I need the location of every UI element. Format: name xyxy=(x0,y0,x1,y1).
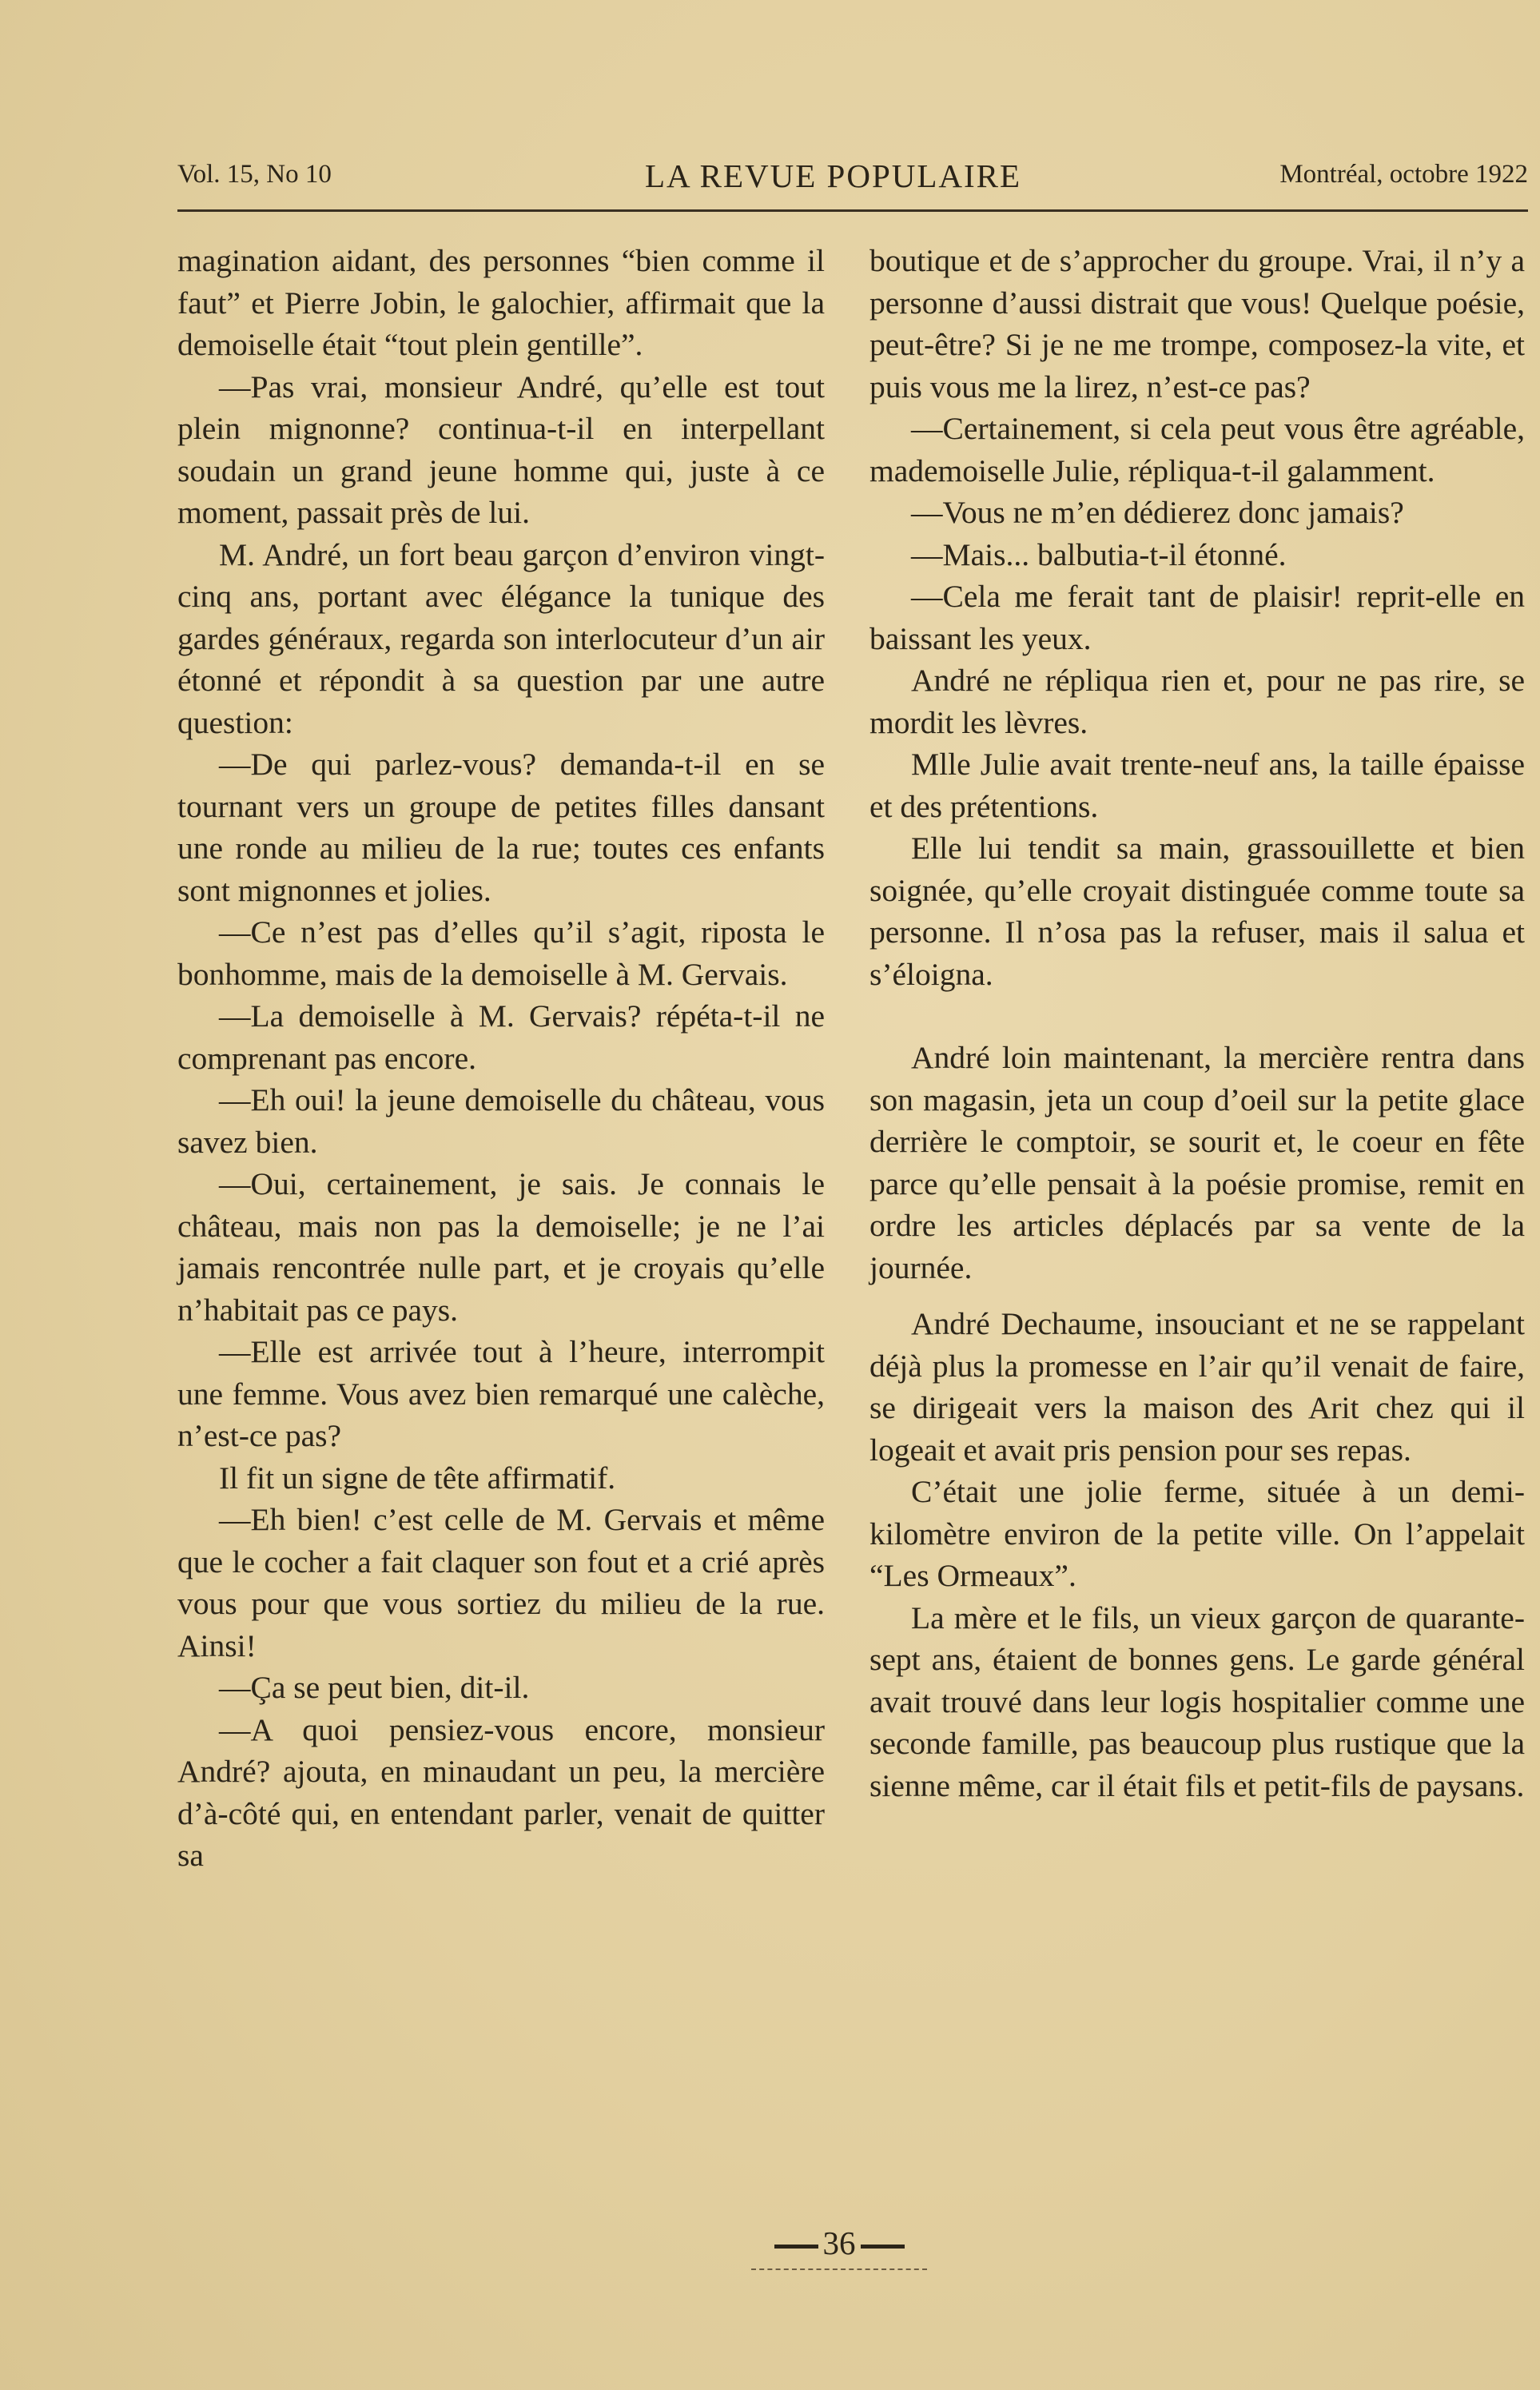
magazine-title: LA REVUE POPULAIRE xyxy=(645,157,1022,194)
paragraph: C’était une jolie ferme, située à un demi-kilomètre environ de la petite ville. On l’appelait “Les Ormeaux”. xyxy=(869,1474,1525,1593)
paragraph: Il fit un signe de tête affirmatif. xyxy=(219,1460,616,1496)
page-number: 36 xyxy=(822,2225,856,2261)
paragraph: André ne répliqua rien et, pour ne pas rire, se mordit les lèvres. xyxy=(869,663,1525,740)
paragraph: magination aidant, des personnes “bien comme il faut” et Pierre Jobin, le galochier, affirmait que la demoiselle était “tout plein gentille”. xyxy=(177,243,825,362)
paragraph: —La demoiselle à M. Gervais? répéta-t-il ne comprenant pas encore. xyxy=(177,998,825,1076)
paragraph: —Mais... balbutia-t-il étonné. xyxy=(911,536,1287,572)
paragraph: —Eh bien! c’est celle de M. Gervais et même que le cocher a fait claquer son fout et a crié après vous pour que vous sortiez du milieu de la rue. Ainsi! xyxy=(177,1502,825,1663)
paragraph: Elle lui tendit sa main, grassouillette et bien soignée, qu’elle croyait distinguée comme toute sa personne. Il n’osa pas la refuser, mais il salua et s’éloigna. xyxy=(869,831,1525,992)
dashed-underline xyxy=(751,2269,927,2270)
paragraph: —Ça se peut bien, dit-il. xyxy=(219,1670,530,1705)
paragraph: —Elle est arrivée tout à l’heure, interrompit une femme. Vous avez bien remarqué une calèche, n’est-ce pas? xyxy=(177,1334,825,1453)
running-header xyxy=(177,153,1528,201)
paragraph: —Certainement, si cela peut vous être agréable, mademoiselle Julie, répliqua-t-il galamment. xyxy=(869,411,1525,488)
paragraph: —A quoi pensiez-vous encore, monsieur André? ajouta, en minaudant un peu, la mercière d’à-côté qui, en entendant parler, venait de quitter sa xyxy=(177,1711,825,1873)
right-column xyxy=(869,240,1525,1806)
paragraph: André loin maintenant, la mercière rentra dans son magasin, jeta un coup d’oeil sur la petite glace derrière le comptoir, se sourit et, le coeur en fête parce qu’elle pensait à la poésie promise, remit en ordre les articles déplacés par sa vente de la journée. xyxy=(869,1040,1525,1285)
paragraph: boutique et de s’approcher du groupe. Vrai, il n’y a personne d’aussi distrait que vous! Quelque poésie, peut-être? Si je ne me trompe, composez-la vite, et puis vous me la lirez, n’est-ce pas? xyxy=(869,243,1525,404)
dash-ornament xyxy=(861,2245,905,2249)
paragraph: —Ce n’est pas d’elles qu’il s’agit, riposta le bonhomme, mais de la demoiselle à M. Gervais. xyxy=(177,914,825,992)
volume-issue: Vol. 15, No 10 xyxy=(177,160,332,189)
left-column xyxy=(177,240,825,1877)
paragraph: André Dechaume, insouciant et ne se rappelant déjà plus la promesse en l’air qu’il venait de faire, se dirigeait vers la maison des Arit chez qui il logeait et avait pris pension pour ses repas. xyxy=(869,1306,1525,1468)
paragraph: —Oui, certainement, je sais. Je connais le château, mais non pas la demoiselle; je ne l’ai jamais rencontrée nulle part, et je croyais qu’elle n’habitait pas ce pays. xyxy=(177,1166,825,1328)
page-number-block xyxy=(743,2224,935,2272)
paragraph: —De qui parlez-vous? demanda-t-il en se tournant vers un groupe de petites filles dansant une ronde au milieu de la rue; toutes ces enfants sont mignonnes et jolies. xyxy=(177,747,825,908)
paragraph: M. André, un fort beau garçon d’environ vingt-cinq ans, portant avec élégance la tunique des gardes généraux, regarda son interlocuteur d’un air étonné et répondit à sa question par une autre question: xyxy=(177,536,825,740)
dash-ornament xyxy=(774,2245,818,2249)
paragraph: —Cela me ferait tant de plaisir! reprit-elle en baissant les yeux. xyxy=(869,579,1525,656)
paragraph: La mère et le fils, un vieux garçon de quarante-sept ans, étaient de bonnes gens. Le garde général avait trouvé dans leur logis hospitalier comme une seconde famille, pas beaucoup plus rustique que la sienne même, car il était fils et petit-fils de paysans. xyxy=(869,1599,1525,1803)
paragraph: —Pas vrai, monsieur André, qu’elle est tout plein mignonne? continua-t-il en interpellant soudain un grand jeune homme qui, juste à ce moment, passait près de lui. xyxy=(177,368,825,530)
paragraph: Mlle Julie avait trente-neuf ans, la taille épaisse et des prétentions. xyxy=(869,747,1525,824)
paragraph: —Eh oui! la jeune demoiselle du château, vous savez bien. xyxy=(177,1082,825,1160)
header-rule xyxy=(177,209,1528,212)
paragraph: —Vous ne m’en dédierez donc jamais? xyxy=(911,495,1404,530)
place-date: Montréal, octobre 1922 xyxy=(1279,160,1528,189)
